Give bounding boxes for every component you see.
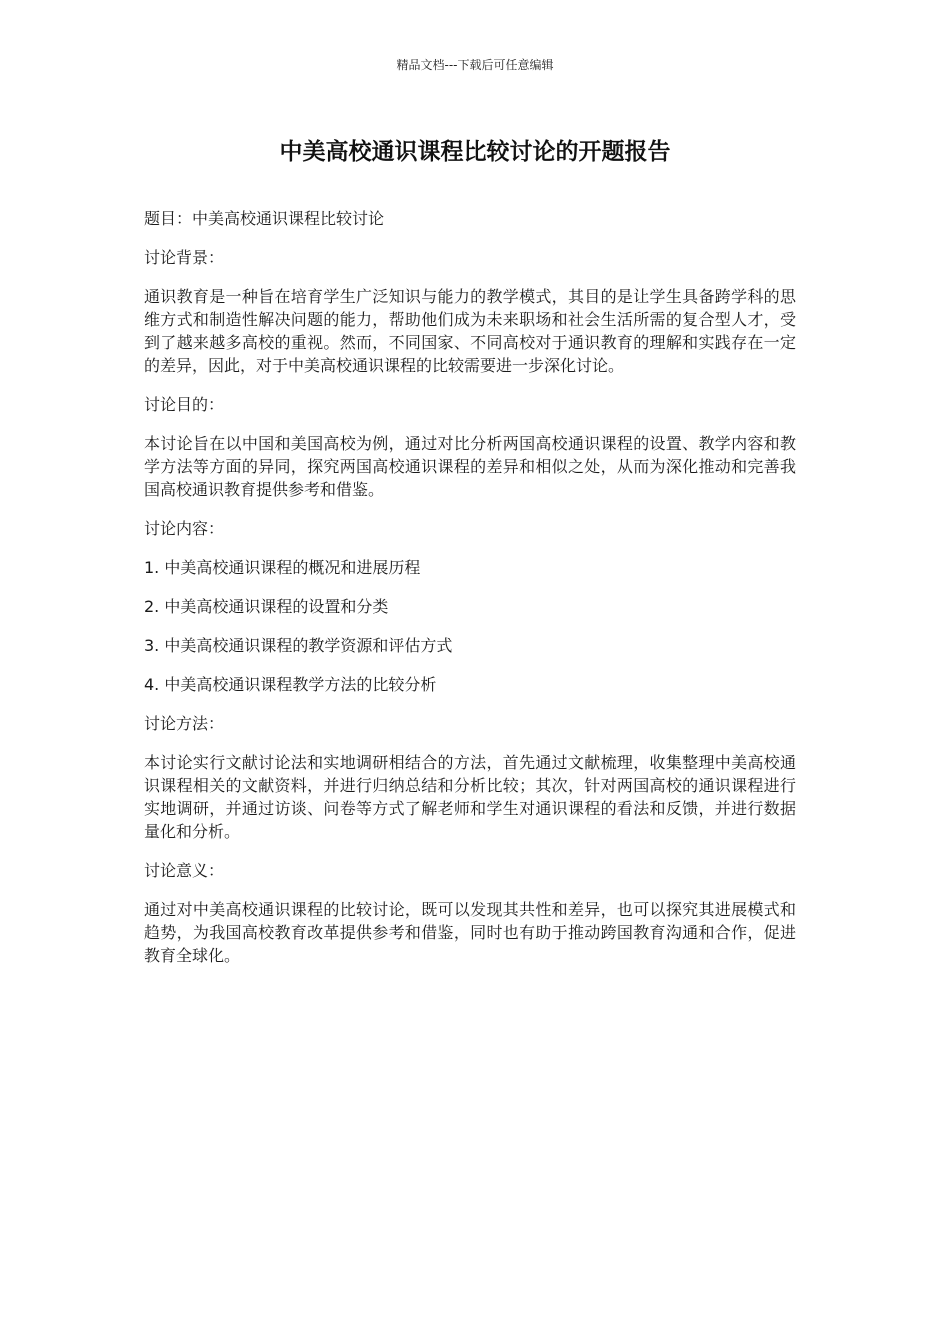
page-header: 精品文档---下载后可任意编辑	[396, 58, 554, 72]
content-list-item: 2. 中美高校通识课程的设置和分类	[144, 597, 389, 616]
method-paragraph: 本讨论实行文献讨论法和实地调研相结合的方法，首先通过文献梳理，收集整理中美高校通识课程相关的文献资料，并进行归纳总结和分析比较；其次，针对两国高校的通识课程进行实地调研，并通过访谈、问卷等方式了解老师和学生对通识课程的看法和反馈，并进行数据量化和分析。	[144, 753, 796, 841]
content-list-item: 3. 中美高校通识课程的教学资源和评估方式	[144, 636, 453, 655]
document-title: 中美高校通识课程比较讨论的开题报告	[279, 139, 671, 165]
content-heading: 讨论内容：	[144, 519, 225, 538]
background-paragraph: 通识教育是一种旨在培育学生广泛知识与能力的教学模式，其目的是让学生具备跨学科的思维方式和制造性解决问题的能力，帮助他们成为未来职场和社会生活所需的复合型人才，受到了越来越多高校的重视。然而，不同国家、不同高校对于通识教育的理解和实践存在一定的差异，因此，对于中美高校通识课程的比较需要进一步深化讨论。	[144, 287, 796, 375]
document-body	[144, 207, 796, 983]
purpose-heading: 讨论目的：	[144, 395, 225, 414]
purpose-paragraph: 本讨论旨在以中国和美国高校为例，通过对比分析两国高校通识课程的设置、教学内容和教学方法等方面的异同，探究两国高校通识课程的差异和相似之处，从而为深化推动和完善我国高校通识教育提供参考和借鉴。	[144, 434, 796, 499]
method-heading: 讨论方法：	[144, 714, 225, 733]
background-heading: 讨论背景：	[144, 248, 225, 267]
topic-line: 题目：中美高校通识课程比较讨论	[144, 209, 385, 228]
content-list-item: 1. 中美高校通识课程的概况和进展历程	[144, 558, 421, 577]
significance-paragraph: 通过对中美高校通识课程的比较讨论，既可以发现其共性和差异，也可以探究其进展模式和趋势，为我国高校教育改革提供参考和借鉴，同时也有助于推动跨国教育沟通和合作，促进教育全球化。	[144, 900, 796, 965]
content-list-item: 4. 中美高校通识课程教学方法的比较分析	[144, 675, 437, 694]
significance-heading: 讨论意义：	[144, 861, 225, 880]
